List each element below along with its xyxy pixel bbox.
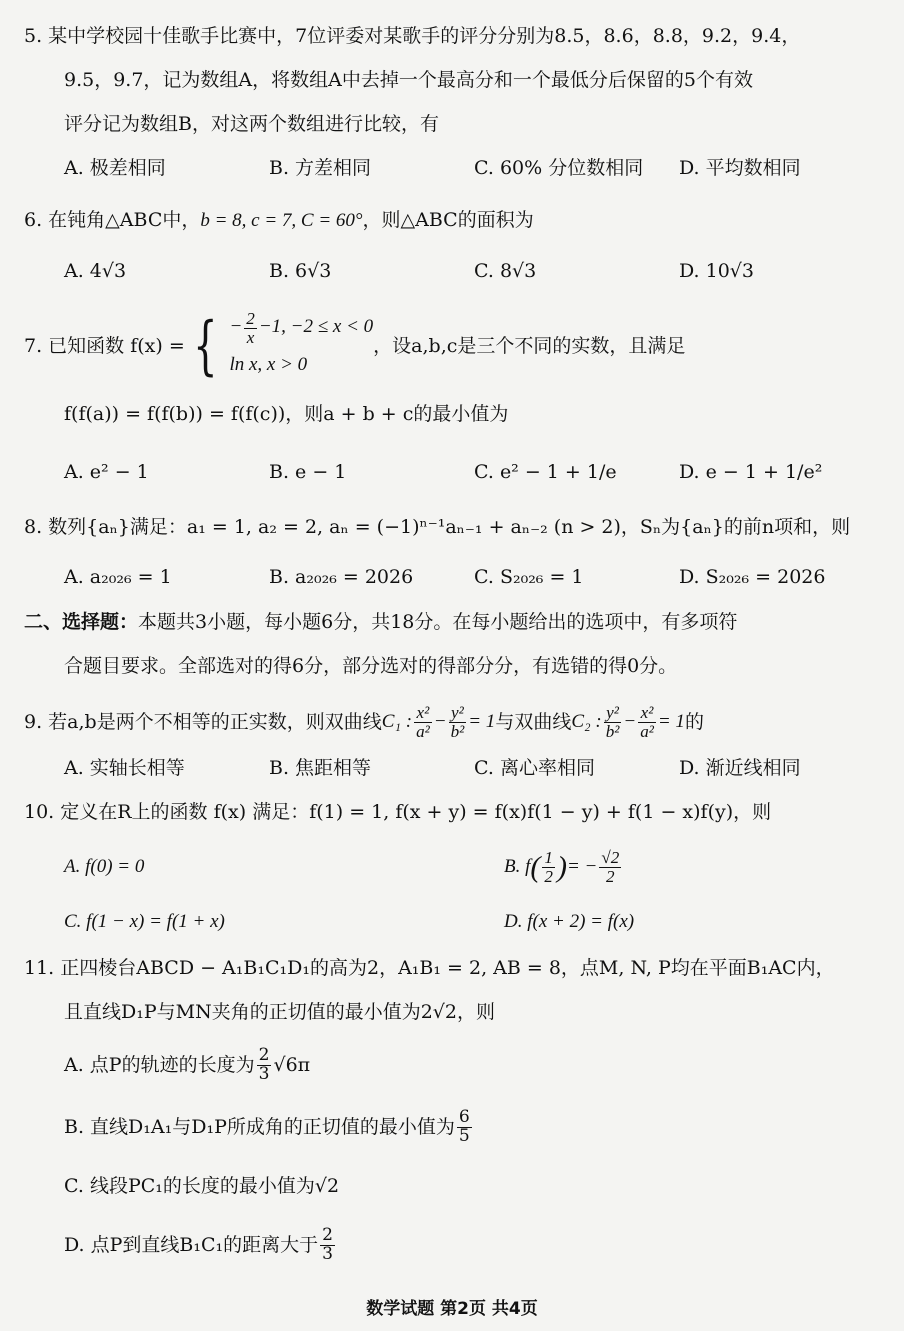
q6-options (24, 249, 884, 293)
q11-option-a-num: 2 (258, 1044, 270, 1065)
q8-option-d[interactable]: D. S₂₀₂₆ = 2026 (679, 566, 826, 588)
question-10 (24, 790, 884, 944)
q8-option-c[interactable]: C. S₂₀₂₆ = 1 (474, 566, 584, 588)
q10-option-b-rden: 2 (606, 866, 615, 886)
q7-case-2: ln x, x > 0 (229, 353, 308, 375)
q10-option-b-post: = − (566, 855, 598, 877)
q7-stem (24, 308, 884, 383)
q5-option-b[interactable]: B. 方差相同 (269, 157, 372, 179)
q6-stem-a: 6. 在钝角△ABC中， (24, 209, 201, 231)
q7-option-d[interactable]: D. e − 1 + 1/e² (679, 461, 823, 483)
q11-option-a[interactable] (24, 1034, 884, 1096)
q5-option-a[interactable]: A. 极差相同 (64, 157, 166, 179)
q10-option-d[interactable]: D. f(x + 2) = f(x) (504, 911, 635, 932)
q9-hyperbola-1: $\frac{\text{x²}}{\text{a²}}$ − $\frac{\text{y²}}{\text{b²}}$ = 1 (416, 703, 496, 742)
q5-line-1: 5. 某中学校园十佳歌手比赛中，7位评委对某歌手的评分分别为8.5，8.6，8.8，9.2，9.4， (24, 25, 801, 47)
q10-options-row-1 (24, 834, 884, 900)
q11-option-d[interactable] (24, 1214, 884, 1276)
section-2-text-1: 本题共3小题，每小题6分，共18分。在每小题给出的选项中，有多项符 (138, 611, 738, 633)
question-9 (24, 698, 884, 790)
q8-options (24, 555, 884, 599)
brace-symbol-icon: { (192, 309, 218, 383)
q11-option-a-den: 3 (258, 1063, 270, 1084)
q7-option-b[interactable]: B. e − 1 (269, 461, 347, 483)
q11-option-b-pre: B. 直线D₁A₁与D₁P所成角的正切值的最小值为 (64, 1116, 455, 1138)
page-footer: 数学试题 第2页 共4页 (366, 1299, 538, 1319)
q11-option-b[interactable] (24, 1096, 884, 1158)
q7-case1-rest: −1, −2 ≤ x < 0 (258, 316, 374, 338)
q9-stem-b: 的 (684, 711, 704, 733)
q9-c1: C₁ : (381, 711, 413, 732)
q5-options (24, 146, 884, 190)
q7-options (24, 450, 884, 494)
q8-option-a[interactable]: A. a₂₀₂₆ = 1 (64, 566, 172, 588)
q7-case1-denominator: x (246, 327, 255, 347)
q11-option-c[interactable]: C. 线段PC₁的长度的最小值为√2 (64, 1175, 340, 1197)
q6-option-d[interactable]: D. 10√3 (679, 260, 755, 282)
q6-condition: b = 8, c = 7, C = 60° (200, 210, 363, 231)
q9-option-a[interactable]: A. 实轴长相等 (64, 757, 185, 779)
q11-line-1: 11. 正四棱台ABCD − A₁B₁C₁D₁的高为2，A₁B₁ = 2, AB = 8，点M, N, P均在平面B₁AC内， (24, 957, 835, 979)
q11-option-b-den: 5 (458, 1125, 470, 1146)
q11-option-d-num: 2 (322, 1224, 334, 1245)
section-2-heading: 二、选择题： (24, 611, 139, 633)
q9-option-d[interactable]: D. 渐近线相同 (679, 757, 801, 779)
q8-stem: 8. 数列{aₙ}满足：a₁ = 1, a₂ = 2, aₙ = (−1)ⁿ⁻¹aₙ₋₁ + aₙ₋₂ (n > 2)，Sₙ为{aₙ}的前n项和，则 (24, 516, 851, 538)
q7-stem-a: 7. 已知函数 f(x) = (24, 335, 185, 357)
q6-stem-b: ，则△ABC的面积为 (362, 209, 534, 231)
q9-hyperbola-2: $\frac{\text{y²}}{\text{b²}}$ − $\frac{\text{x²}}{\text{a²}}$ = 1 (605, 703, 685, 742)
q6-option-c[interactable]: C. 8√3 (474, 260, 537, 282)
question-11 (24, 946, 884, 1276)
q5-option-d[interactable]: D. 平均数相同 (679, 157, 801, 179)
q10-stem: 10. 定义在R上的函数 f(x) 满足：f(1) = 1, f(x + y) = f(x)f(1 − y) + f(1 − x)f(y)，则 (24, 801, 772, 823)
q6-option-a[interactable]: A. 4√3 (64, 260, 127, 282)
q10-options-row-2 (24, 900, 884, 944)
q10-option-b-num: 1 (544, 847, 553, 867)
q9-options (24, 746, 884, 790)
q8-option-b[interactable]: B. a₂₀₂₆ = 2026 (269, 566, 414, 588)
q7-line-2: f(f(a)) = f(f(b)) = f(f(c))，则a + b + c的最小值为 (64, 403, 509, 425)
q9-c2: C₂ : (571, 711, 602, 732)
q10-option-b-rnum: √2 (601, 847, 620, 867)
q11-option-d-pre: D. 点P到直线B₁C₁的距离大于 (64, 1234, 319, 1256)
q9-option-c[interactable]: C. 离心率相同 (474, 757, 595, 779)
q11-option-a-pre: A. 点P的轨迹的长度为 (64, 1054, 255, 1076)
q11-line-2: 且直线D₁P与MN夹角的正切值的最小值为2√2，则 (64, 1001, 495, 1023)
q6-option-b[interactable]: B. 6√3 (269, 260, 332, 282)
q7-stem-b: ，设a,b,c是三个不同的实数，且满足 (373, 335, 686, 357)
q11-option-a-post: √6π (273, 1054, 311, 1076)
question-7 (24, 308, 884, 494)
q7-option-c[interactable]: C. e² − 1 + 1/e (474, 461, 617, 483)
q10-option-c[interactable]: C. f(1 − x) = f(1 + x) (64, 911, 225, 932)
q7-case1-numerator: 2 (246, 308, 255, 328)
section-2-line-1 (24, 600, 884, 644)
q5-option-c[interactable]: C. 60% 分位数相同 (474, 157, 644, 179)
q10-option-b-pre: B. f (504, 855, 531, 877)
q9-option-b[interactable]: B. 焦距相等 (269, 757, 372, 779)
section-2-instructions (24, 600, 884, 688)
q5-line-3: 评分记为数组B，对这两个数组进行比较，有 (64, 113, 439, 135)
q10-option-b-den: 2 (544, 866, 553, 886)
q6-stem (24, 198, 884, 243)
question-6 (24, 198, 884, 293)
question-8 (24, 505, 884, 599)
section-2-line-2: 合题目要求。全部选对的得6分，部分选对的得部分分，有选错的得0分。 (64, 655, 678, 677)
q5-line-2: 9.5，9.7，记为数组A，将数组A中去掉一个最高分和一个最低分后保留的5个有效 (64, 69, 753, 91)
q7-option-a[interactable]: A. e² − 1 (64, 461, 149, 483)
q9-stem (24, 698, 884, 746)
q11-option-d-den: 3 (322, 1243, 334, 1264)
q9-stem-a: 9. 若a,b是两个不相等的正实数，则双曲线 (24, 711, 382, 733)
q10-option-b[interactable]: B. f( $\frac{1}{2}$ )= − $\frac{√2}{2}$ (504, 847, 620, 886)
q7-case-1: − $\frac{2}{x}$ −1, −2 ≤ x < 0 (229, 308, 374, 347)
q10-option-a[interactable]: A. f(0) = 0 (64, 856, 145, 877)
q9-stem-mid: 与双曲线 (495, 711, 572, 733)
q7-piecewise (185, 309, 373, 382)
question-5 (24, 14, 884, 190)
q11-option-b-num: 6 (458, 1106, 470, 1127)
